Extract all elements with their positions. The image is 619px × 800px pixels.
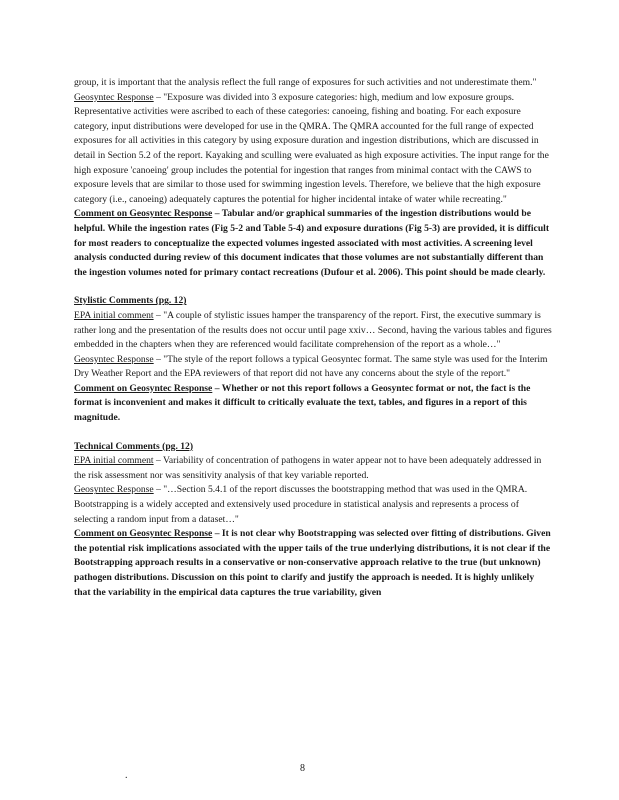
paragraph-geosyntec-response bbox=[74, 91, 552, 208]
comment-text: – Tabular and/or graphical summaries of the ingestion distributions would be helpful. While the ingestion rates (Fig 5-2 and Table 5-4) and exposure durations (Fig 5-3) are provided, it is difficult for most readers to conceptualize the expected volumes ingested associated with most activities. A screening level analysis conducted during review of this document indicates that those volumes are not substantially different than the ingestion volumes noted for primary contact recreations (Dufour et al. 2006). This point should be made clearly. bbox=[74, 208, 550, 278]
geosyntec-response-label: Geosyntec Response bbox=[74, 91, 154, 103]
footer-mark: . bbox=[125, 770, 128, 781]
geosyntec-response-label: Geosyntec Response bbox=[74, 353, 154, 365]
page-number: 8 bbox=[300, 763, 305, 774]
section-spacer bbox=[74, 426, 552, 440]
paragraph-geosyntec-response bbox=[74, 483, 552, 527]
section-heading-stylistic: Stylistic Comments (pg. 12) bbox=[74, 295, 187, 307]
paragraph-continued-quote bbox=[74, 76, 552, 91]
paragraph-epa-initial-comment bbox=[74, 454, 552, 483]
geosyntec-response-text: – "…Section 5.4.1 of the report discusses the bootstrapping method that was used in the QMRA. Bootstrapping is a widely accepted and extensively used procedure in statistical analysis and represents a process of selecting a random input from a dataset…" bbox=[74, 484, 528, 525]
paragraph-comment-on-response bbox=[74, 527, 552, 600]
section-spacer bbox=[74, 280, 552, 294]
comment-label: Comment on Geosyntec Response bbox=[74, 528, 213, 540]
paragraph-comment-on-response bbox=[74, 382, 552, 426]
geosyntec-response-text: – "The style of the report follows a typical Geosyntec format. The same style was used for the Interim Dry Weather Report and the EPA reviewers of that report did not have any concerns about the style of the report." bbox=[74, 353, 548, 380]
epa-comment-label: EPA initial comment bbox=[74, 309, 154, 321]
epa-comment-text: – Variability of concentration of pathogens in water appear not to have been adequately addressed in the risk assessment nor was sensitivity analysis of that key variable reported. bbox=[74, 455, 542, 481]
page-content bbox=[74, 76, 552, 600]
paragraph-comment-on-response bbox=[74, 207, 552, 280]
section-heading-technical: Technical Comments (pg. 12) bbox=[74, 440, 194, 452]
geosyntec-response-label: Geosyntec Response bbox=[74, 484, 154, 496]
comment-text: – It is not clear why Bootstrapping was selected over fitting of distributions. Given the potential risk implications associated with the upper tails of the true underlying distributions, it is not clear if the Bootstrapping approach results in a conservative or non-conservative approach relative to the true (but unknown) pathogen distributions. Discussion on this point to clarify and justify the approach is needed. It is highly unlikely that the variability in the empirical data captures the true variability, given bbox=[74, 528, 551, 598]
paragraph-epa-initial-comment bbox=[74, 309, 552, 353]
epa-comment-label: EPA initial comment bbox=[74, 455, 154, 467]
paragraph-text: group, it is important that the analysis reflect the full range of exposures for such activities and not underestimate them." bbox=[74, 77, 537, 88]
epa-comment-text: – "A couple of stylistic issues hamper the transparency of the report. First, the executive summary is rather long and the presentation of the results does not occur until page xxiv… Second, having the various tables and figures embedded in the chapters when they are referenced would facilitate comprehension of the report as a whole…" bbox=[74, 309, 552, 351]
comment-text: – Whether or not this report follows a Geosyntec format or not, the fact is the format is inconvenient and makes it difficult to critically evaluate the text, tables, and figures in a report of this magnitude. bbox=[74, 382, 531, 424]
comment-label: Comment on Geosyntec Response bbox=[74, 208, 213, 220]
paragraph-geosyntec-response bbox=[74, 353, 552, 382]
comment-label: Comment on Geosyntec Response bbox=[74, 382, 213, 394]
geosyntec-response-text: – "Exposure was divided into 3 exposure categories: high, medium and low exposure groups. Representative activities were ascribed to each of these categories: canoeing, fishing and boating. For each exposure category, input distributions were developed for use in the QMRA. The QMRA accounted for the full range of expected exposures for all activities in this category by using exposure duration and ingestion distributions, which are discussed in detail in Section 5.2 of the report. Kayaking and sculling were evaluated as high exposure activities. The input range for the high exposure 'canoeing' group includes the potential for ingestion that ranges from minimal contact with the CAWS to exposure levels that are similar to those used for swimming ingestion levels. Therefore, we believe that the high exposure category (i.e., canoeing) adequately captures the potential for higher incidental intake of water while recreating." bbox=[74, 91, 549, 205]
